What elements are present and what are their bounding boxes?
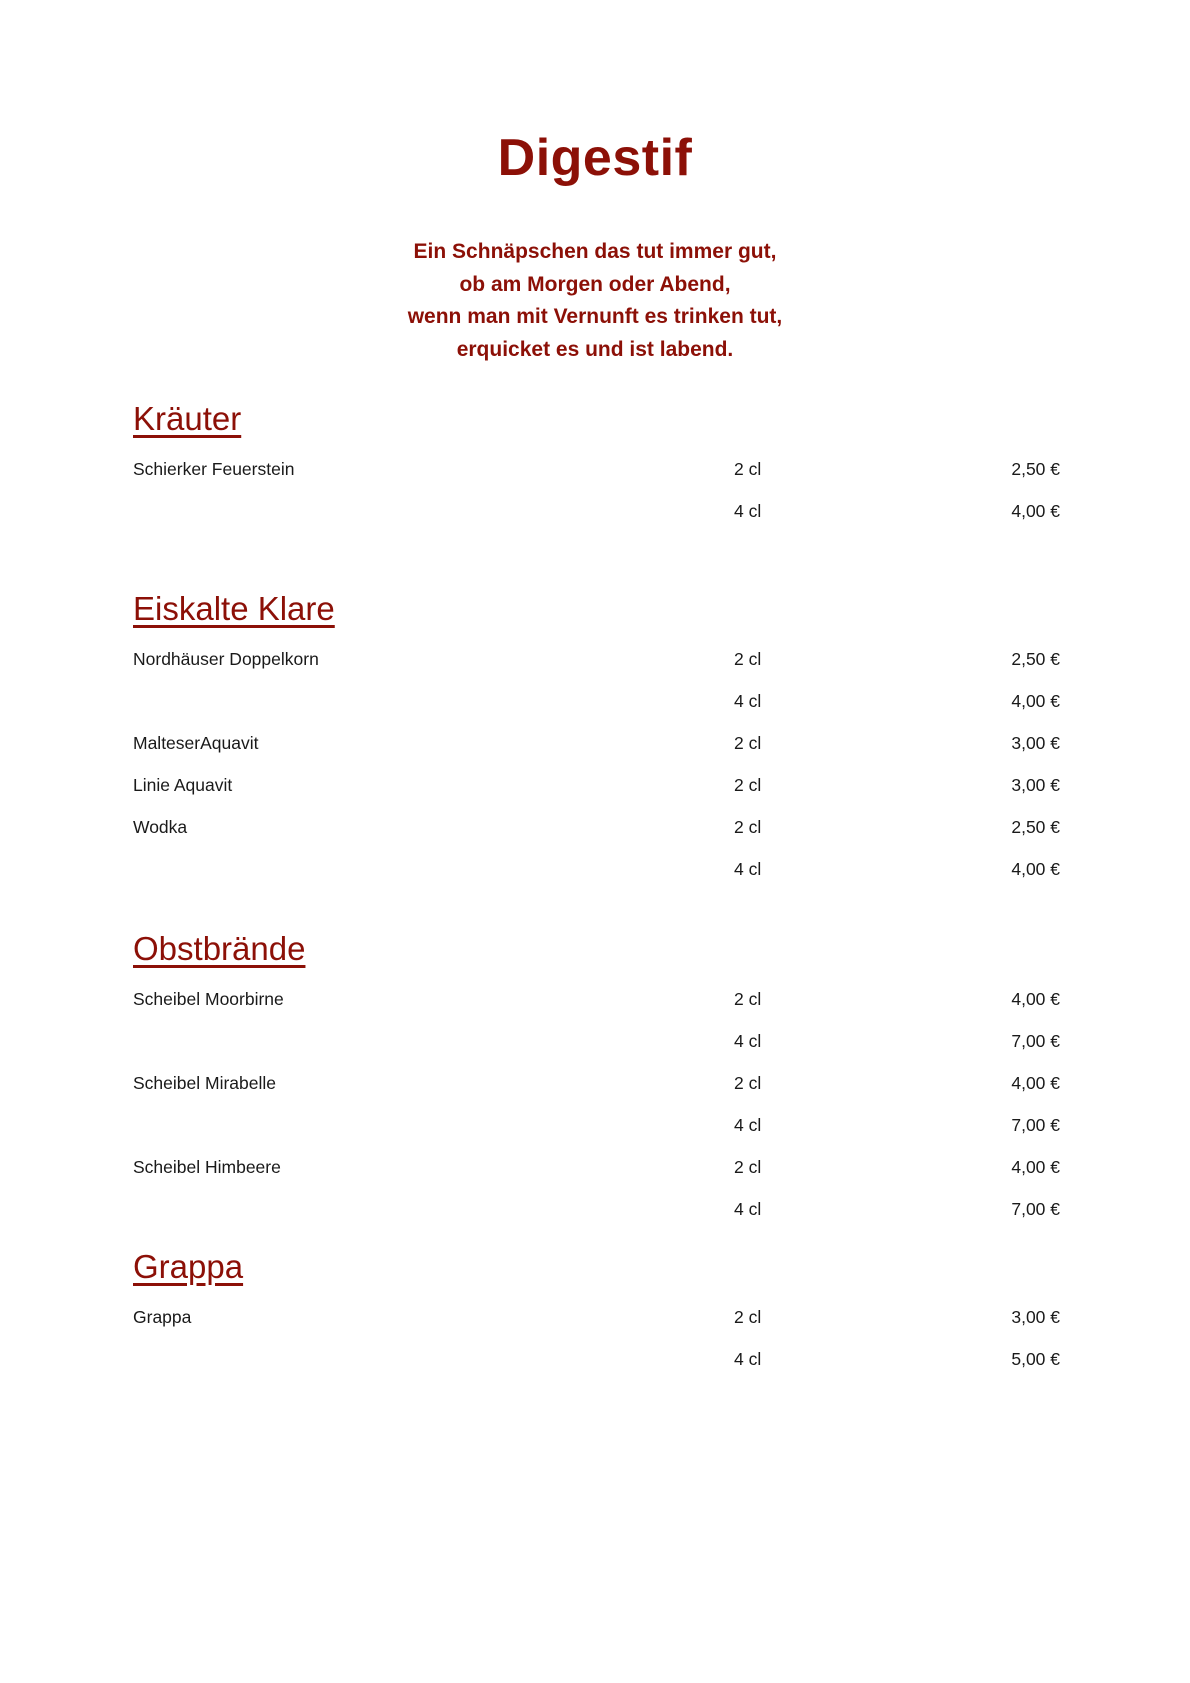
menu-section-eiskalte-klare <box>133 590 1060 890</box>
table-row <box>133 638 1060 680</box>
item-name <box>133 1104 734 1146</box>
table-row <box>133 978 1060 1020</box>
item-name <box>133 680 734 722</box>
section-items-table <box>133 448 1060 532</box>
section-items-table <box>133 1296 1060 1380</box>
item-size: 2 cl <box>734 1306 762 1327</box>
item-name: Schierker Feuerstein <box>133 458 295 479</box>
item-price: 2,50 € <box>1011 458 1060 479</box>
item-size: 4 cl <box>734 858 762 879</box>
item-price: 4,00 € <box>1011 500 1060 521</box>
table-row <box>133 848 1060 890</box>
item-size: 2 cl <box>734 774 762 795</box>
item-size: 4 cl <box>734 1348 762 1369</box>
verse-line: Ein Schnäpschen das tut immer gut, <box>413 240 777 263</box>
verse-line: ob am Morgen oder Abend, <box>459 272 731 296</box>
menu-section-grappa <box>133 1248 1060 1380</box>
item-name: MalteserAquavit <box>133 732 259 753</box>
section-items-table <box>133 978 1060 1230</box>
item-size: 2 cl <box>734 1072 762 1093</box>
item-price: 3,00 € <box>1011 732 1060 753</box>
verse-line: wenn man mit Vernunft es trinken tut, <box>407 305 783 329</box>
item-name: Nordhäuser Doppelkorn <box>133 648 319 669</box>
item-price: 3,00 € <box>1011 774 1060 795</box>
item-price: 7,00 € <box>1011 1198 1060 1219</box>
item-size: 4 cl <box>734 1198 762 1219</box>
section-heading: Obstbrände <box>133 930 306 968</box>
item-size: 4 cl <box>734 500 762 521</box>
item-name: Scheibel Mirabelle <box>133 1072 276 1093</box>
item-name: Grappa <box>133 1306 192 1327</box>
item-price: 7,00 € <box>1011 1030 1060 1051</box>
item-price: 3,00 € <box>1011 1306 1060 1327</box>
item-name <box>133 1020 734 1062</box>
menu-section-obstbraende <box>133 930 1060 1230</box>
table-row <box>133 1296 1060 1338</box>
table-row <box>133 806 1060 848</box>
section-heading: Grappa <box>133 1248 244 1286</box>
item-size: 4 cl <box>734 1030 762 1051</box>
item-size: 4 cl <box>734 1114 762 1135</box>
item-size: 4 cl <box>734 690 762 711</box>
item-size: 2 cl <box>734 988 762 1009</box>
table-row <box>133 448 1060 490</box>
section-heading: Kräuter <box>133 400 242 438</box>
item-size: 2 cl <box>734 816 762 837</box>
table-row <box>133 1146 1060 1188</box>
menu-sections <box>0 400 1190 1380</box>
item-name <box>133 490 734 532</box>
item-price: 4,00 € <box>1011 1156 1060 1177</box>
item-size: 2 cl <box>734 1156 762 1177</box>
verse-line: erquicket es und ist labend. <box>456 337 734 361</box>
table-row <box>133 1188 1060 1230</box>
item-price: 5,00 € <box>1011 1348 1060 1369</box>
table-row <box>133 1062 1060 1104</box>
item-name <box>133 1338 734 1380</box>
item-price: 7,00 € <box>1011 1114 1060 1135</box>
menu-section-kraeuter <box>133 400 1060 532</box>
item-price: 4,00 € <box>1011 690 1060 711</box>
table-row <box>133 1104 1060 1146</box>
item-price: 2,50 € <box>1011 816 1060 837</box>
item-price: 4,00 € <box>1011 858 1060 879</box>
item-size: 2 cl <box>734 732 762 753</box>
item-price: 4,00 € <box>1011 1072 1060 1093</box>
table-row <box>133 490 1060 532</box>
item-name: Scheibel Himbeere <box>133 1156 281 1177</box>
item-price: 2,50 € <box>1011 648 1060 669</box>
item-size: 2 cl <box>734 458 762 479</box>
table-row <box>133 1020 1060 1062</box>
item-name: Scheibel Moorbirne <box>133 988 284 1009</box>
table-row <box>133 680 1060 722</box>
table-row <box>133 764 1060 806</box>
verse-block <box>0 236 1190 366</box>
table-row <box>133 722 1060 764</box>
item-name <box>133 1188 734 1230</box>
item-name: Linie Aquavit <box>133 774 233 795</box>
section-heading: Eiskalte Klare <box>133 590 335 628</box>
table-row <box>133 1338 1060 1380</box>
item-name: Wodka <box>133 816 188 837</box>
item-price: 4,00 € <box>1011 988 1060 1009</box>
item-name <box>133 848 734 890</box>
page-title: Digestif <box>497 129 693 187</box>
item-size: 2 cl <box>734 648 762 669</box>
section-items-table <box>133 638 1060 890</box>
